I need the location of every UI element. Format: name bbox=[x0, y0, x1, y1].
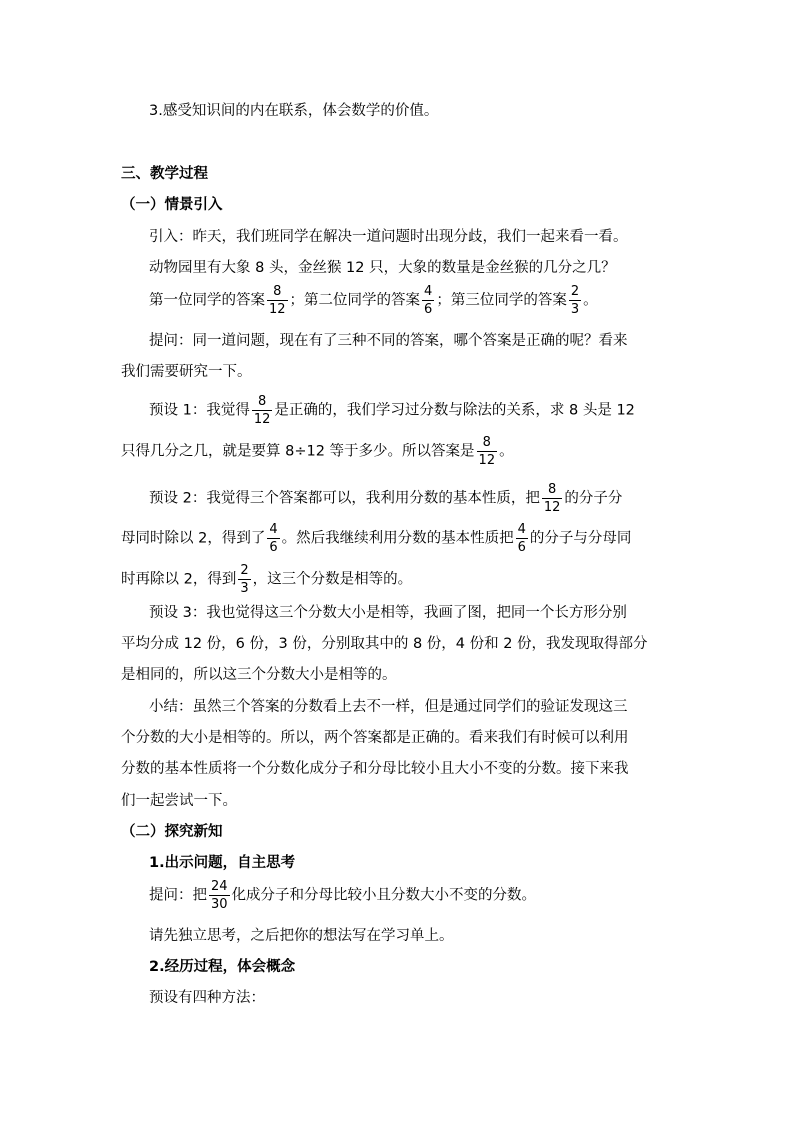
question-paragraph-line-1: 提问：同一道问题，现在有了三种不同的答案，哪个答案是正确的呢？看来 bbox=[149, 333, 628, 349]
subsection-heading-scenario-intro: （一）情景引入 bbox=[121, 197, 223, 213]
preset-3-line-3: 是相同的，所以这三个分数大小是相等的。 bbox=[121, 667, 397, 683]
preset-3-line-2: 平均分成 12 份，6 份，3 份，分别取其中的 8 份，4 份和 2 份，我发现取得部分 bbox=[121, 636, 648, 652]
fraction-24-30: $\frac{24}{30}$ bbox=[211, 879, 228, 912]
preset-1-line-2: 只得几分之几，就是要算 8÷12 等于多少。所以答案是 $\frac{8}{12}$ 。 bbox=[121, 435, 514, 468]
intro-paragraph-line-1: 引入：昨天，我们班同学在解决一道问题时出现分歧，我们一起来看一看。 bbox=[149, 229, 628, 245]
summary-line-2: 个分数的大小是相等的。所以，两个答案都是正确的。看来我们有时候可以利用 bbox=[121, 730, 629, 746]
fraction-8-12: $\frac{8}{12}$ bbox=[478, 435, 496, 468]
summary-line-1: 小结：虽然三个答案的分数看上去不一样，但是通过同学们的验证发现这三 bbox=[149, 699, 628, 715]
goal-item-3: 3.感受知识间的内在联系，体会数学的价值。 bbox=[149, 103, 439, 119]
fraction-8-12: $\frac{8}{12}$ bbox=[269, 284, 286, 317]
step-2-heading: 2.经历过程，体会概念 bbox=[149, 959, 296, 975]
preset-3-line-1: 预设 3：我也觉得这三个分数大小是相等，我画了图，把同一个长方形分别 bbox=[149, 605, 627, 621]
subsection-heading-explore-new: （二）探究新知 bbox=[121, 824, 223, 840]
student-answers-line: 第一位同学的答案 $\frac{8}{12}$ ；第二位同学的答案 $\frac{4}{6}$ ；第三位同学的答案 $\frac{2}{3}$ 。 bbox=[149, 284, 598, 317]
step-1-heading: 1.出示问题，自主思考 bbox=[149, 855, 296, 871]
fraction-4-6: $\frac{4}{6}$ bbox=[269, 522, 278, 555]
fraction-2-3: $\frac{2}{3}$ bbox=[240, 563, 249, 596]
preset-2-line-3: 时再除以 2，得到 $\frac{2}{3}$ ，这三个分数是相等的。 bbox=[121, 563, 413, 596]
section-heading-teaching-process: 三、教学过程 bbox=[121, 166, 208, 182]
fraction-4-6: $\frac{4}{6}$ bbox=[424, 284, 433, 317]
preset-1-line-1: 预设 1：我觉得 $\frac{8}{12}$ 是正确的，我们学习过分数与除法的关系，求 8 头是 12 bbox=[149, 394, 635, 427]
preset-2-line-1: 预设 2：我觉得三个答案都可以，我利用分数的基本性质，把 $\frac{8}{12}$ 的分子分 bbox=[149, 482, 623, 515]
summary-line-4: 们一起尝试一下。 bbox=[121, 793, 237, 809]
intro-paragraph-line-2: 动物园里有大象 8 头，金丝猴 12 只，大象的数量是金丝猴的几分之几？ bbox=[149, 260, 616, 276]
summary-line-3: 分数的基本性质将一个分数化成分子和分母比较小且大小不变的分数。接下来我 bbox=[121, 761, 629, 777]
fraction-8-12: $\frac{8}{12}$ bbox=[543, 482, 561, 515]
step-1-note: 请先独立思考，之后把你的想法写在学习单上。 bbox=[149, 928, 454, 944]
preset-2-line-2: 母同时除以 2，得到了 $\frac{4}{6}$ 。然后我继续利用分数的基本性质把 $\frac{4}{6}$ 的分子与分母同 bbox=[121, 522, 632, 555]
step-1-question: 提问：把 $\frac{24}{30}$ 化成分子和分母比较小且分数大小不变的分数。 bbox=[149, 879, 537, 912]
step-2-text: 预设有四种方法： bbox=[149, 990, 265, 1006]
fraction-8-12: $\frac{8}{12}$ bbox=[253, 394, 271, 427]
question-paragraph-line-2: 我们需要研究一下。 bbox=[121, 364, 252, 380]
fraction-4-6: $\frac{4}{6}$ bbox=[517, 522, 526, 555]
fraction-2-3: $\frac{2}{3}$ bbox=[570, 284, 580, 317]
